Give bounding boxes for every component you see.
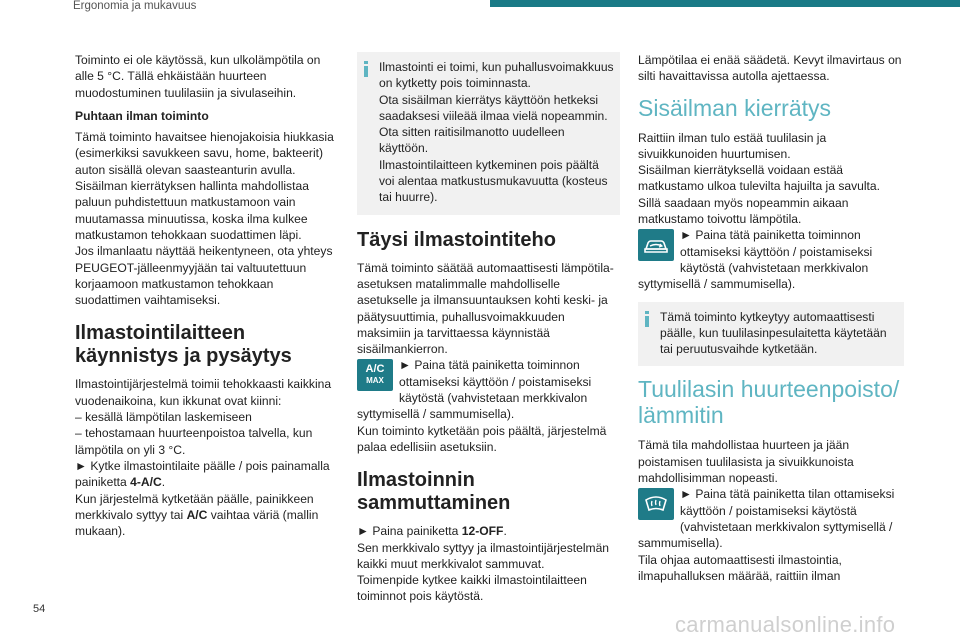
paragraph: Jos ilmanlaatu näyttää heikentyneen, ota yhteys PEUGEOT-jälleenmyyjään tai valtuutettuun korjaamoon matkustamon tehokkaan suodattimen vaihtamiseksi. [75,244,333,308]
heading-ac-start-stop: Ilmastointilaitteen käynnistys ja pysäytys [75,322,292,368]
text-run: ► Paina painiketta [357,524,462,539]
note-text: Ilmastointi ei toimi, kun puhallusvoimakkuus on kytketty pois toiminnasta. [379,60,614,91]
paragraph: Sisäilman kierrätyksellä voidaan estää matkustamo ulkoa tulevilta hajuilta ja savulta. Sillä saadaan myös nopeammin aikaan matkustamo toivottu lämpötila. [638,163,880,227]
text-run: ► Kytke ilmastointilaite päälle / pois painamalla painiketta [75,458,330,490]
note-text: Tämä toiminto kytkeytyy automaattisesti päälle, kun tuulilasinpesulaitetta käytetään tai peruutusvaihde kytketään. [660,309,887,357]
instruction-block [638,227,904,292]
paragraph: Toiminto ei ole käytössä, kun ulkolämpötila on alle 5 °C. Tällä ehkäistään huurteen muodostuminen tuulilasiin ja sivulaseihin. [75,53,321,100]
instruction-block [357,357,620,422]
column-1 [75,52,340,539]
subheading-clean-air: Puhtaan ilman toiminto [75,108,209,123]
ac-max-button-icon [357,359,393,391]
instruction-paragraph: ► Paina tätä painiketta tilan ottamiseksi käyttöön / poistamiseksi käytöstä (vahvistetaan merkkivalon syttymisellä / sammumisella). [638,487,895,551]
heading-recirculation: Sisäilman kierrätys [638,94,831,121]
text-run: . [161,475,166,490]
paragraph: Lämpötilaa ei enää säädetä. Kevyt ilmavirtaus on silti havaittavissa autolla ajettaessa. [638,53,902,84]
header-accent-bar [490,0,960,7]
text-run: Kun järjestelmä kytketään päälle, painikkeen merkkivalo syttyy tai [75,491,314,522]
button-ref: A/C [186,507,208,522]
paragraph: Ilmastointijärjestelmä toimii tehokkaasti kaikkina vuodenaikoina, kun ikkunat ovat kiinni: [75,377,332,408]
button-ref: 4-A/C [130,475,162,490]
heading-max-ac: Täysi ilmastointiteho [357,228,556,251]
instruction-block [638,486,904,551]
recirculation-button-icon [638,229,674,261]
button-ref: 12-OFF [461,524,504,539]
info-note [357,52,620,215]
paragraph: Raittiin ilman tulo estää tuulilasin ja sivuikkunoiden huurtumisen. [638,130,827,161]
instruction-paragraph: ► Paina tätä painiketta toiminnon ottamiseksi käyttöön / poistamiseksi käytöstä (vahvistetaan merkkivalon syttymisellä / sammumisella). [638,228,873,292]
paragraph [75,491,340,540]
paragraph: Tämä tila mahdollistaa huurteen ja jään poistamisen tuulilasista ja sivuikkunoista mahdollisimman nopeasti. [638,438,854,486]
column-2 [357,52,620,605]
icon-label: A/C [365,363,385,376]
column-3 [638,52,904,584]
list-item: – kesällä lämpötilan laskemiseen [75,410,252,425]
instruction-paragraph [357,523,620,539]
icon-label: MAX [366,376,384,386]
paragraph: Toimenpide kytkee kaikki ilmastointilaitteen toiminnot pois käytöstä. [357,573,587,604]
paragraph: Sisäilman kierrätyksen hallinta mahdollistaa paluun puhdistettuun matkustamoon vain muutamassa minuutissa, koska ilma kulkee matkustamon tehokkaan suodattimen läpi. [75,179,309,242]
info-icon [364,61,368,77]
note-text: Ota sitten raitisilmanotto uudelleen käyttöön. [379,125,565,156]
list-item: – tehostamaan huurteenpoistoa talvella, kun lämpötila on yli 3 °C. [75,426,313,457]
running-header: Ergonomia ja mukavuus [73,0,197,12]
heading-ac-off: Ilmastoinnin sammuttaminen [357,469,511,515]
text-run: . [503,524,507,539]
paragraph: Tämä toiminto havaitsee hienojakoisia hiukkasia (esimerkiksi savukkeen savu, home, bakteerit) auton sisällä olevan saasteanturin avulla. [75,130,334,177]
defrost-button-icon [638,488,674,520]
info-icon [645,311,649,327]
paragraph: Kun toiminto kytketään pois päältä, järjestelmä palaa edellisiin asetuksiin. [357,423,607,454]
watermark: carmanualsonline.info [675,612,896,637]
paragraph: Tämä toiminto säätää automaattisesti lämpötila-asetuksen matalimmalle mahdolliselle asetukselle ja ilmansuuntauksen kohti keski- ja päätysuuttimia, puhallusvoimakkuuden maksimiin ja tarvittaessa käynnistää sisäilmankierron. [357,260,614,357]
instruction-paragraph: ► Paina tätä painiketta toiminnon ottamiseksi käyttöön / poistamiseksi käytöstä (vahvistetaan merkkivalon syttymisellä / sammumisella). [357,358,592,422]
text-run: vaihtaa väriä (mallin mukaan). [75,507,319,539]
paragraph: Sen merkkivalo syttyy ja ilmastointijärjestelmän kaikki muut merkkivalot sammuvat. [357,540,610,571]
paragraph: Tila ohjaa automaattisesti ilmastointia, ilmapuhalluksen määrää, raittiin ilman [638,552,842,583]
info-note [638,302,904,367]
heading-windscreen-defrost: Tuulilasin huurteenpoisto/ lämmitin [638,376,900,429]
note-text: Ilmastointilaitteen kytkeminen pois päältä voi alentaa matkustusmukavuutta (kosteus tai huurre). [379,157,608,205]
instruction-paragraph [75,458,340,491]
note-text: Ota sisäilman kierrätys käyttöön hetkeksi saadaksesi viileää ilmaa vielä nopeammin. [379,92,608,123]
page-number: 54 [33,603,46,615]
